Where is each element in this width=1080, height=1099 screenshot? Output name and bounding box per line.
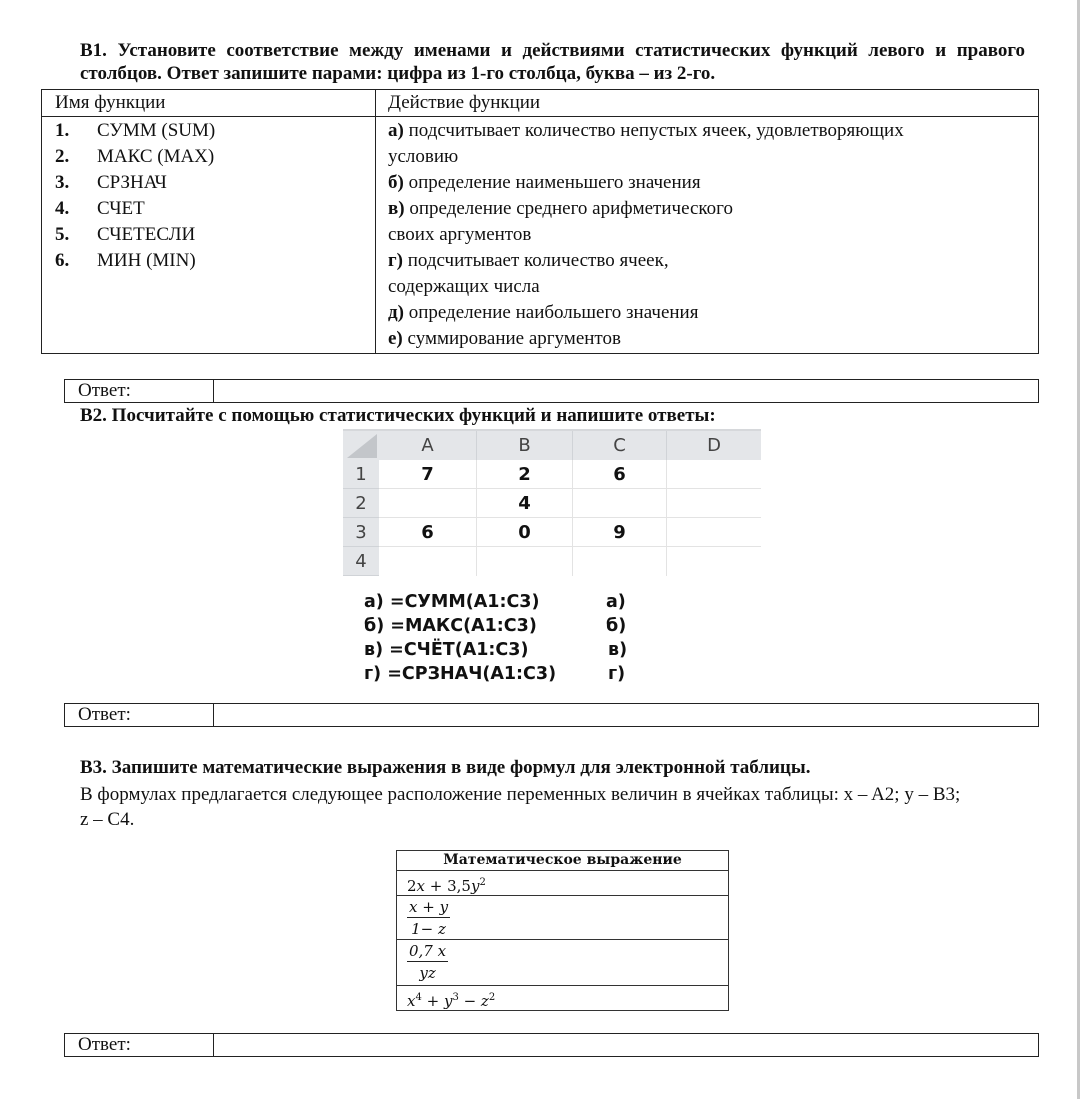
formula-answer-label: в) — [608, 640, 628, 660]
cell-d2 — [667, 489, 761, 518]
action-text: определение наименьшего значения — [403, 172, 701, 193]
b3-answer-field[interactable] — [214, 1034, 1038, 1056]
exponent: 2 — [479, 877, 486, 888]
b1-answer-field[interactable] — [214, 380, 1038, 402]
row-header-1: 1 — [343, 460, 379, 489]
row-header-3: 3 — [343, 518, 379, 547]
task-b2-title: B2. Посчитайте с помощью статистических функций и напишите ответы: — [80, 405, 716, 426]
formula-text: в) =СЧЁТ(A1:C3) — [364, 640, 529, 660]
column-header-c: C — [573, 431, 667, 460]
function-name: СЧЕТЕСЛИ — [97, 224, 196, 245]
spreadsheet-image — [343, 431, 761, 579]
expression-2-fraction — [407, 897, 450, 940]
header-divider — [42, 116, 1038, 117]
formula-answer-label: г) — [608, 664, 626, 684]
task-b3-title: B3. Запишите математические выражения в виде формул для электронной таблицы. — [80, 757, 811, 778]
denominator: yz — [419, 964, 436, 982]
action-item — [388, 196, 904, 222]
action-text: подсчитывает количество ячеек, — [402, 250, 669, 271]
var-z: z — [480, 992, 489, 1010]
action-letter: б) — [388, 172, 404, 193]
function-action-list — [388, 118, 904, 352]
function-item — [55, 248, 215, 274]
b2-answer-field[interactable] — [214, 704, 1038, 726]
action-item — [388, 170, 904, 196]
item-number: 6. — [55, 250, 70, 271]
cell-d4 — [667, 547, 761, 576]
function-item — [55, 170, 215, 196]
operator: − — [458, 992, 481, 1010]
cell-a3: 6 — [379, 518, 477, 547]
cell-b1: 2 — [477, 460, 573, 489]
math-expression-table — [396, 850, 729, 1011]
function-name-list — [55, 118, 215, 274]
var-x: x — [416, 877, 426, 895]
cell-a1: 7 — [379, 460, 477, 489]
cell-a2 — [379, 489, 477, 518]
action-letter: д) — [388, 302, 404, 323]
formula-item — [364, 590, 638, 614]
header-function-name: Имя функции — [55, 92, 166, 113]
b1-match-table — [41, 89, 1039, 354]
b2-answer-row — [64, 703, 1039, 727]
b1-answer-row — [64, 379, 1039, 403]
formula-text: б) =МАКС(A1:C3) — [364, 616, 537, 636]
function-name: МАКС (MAX) — [97, 146, 215, 167]
cell-c3: 9 — [573, 518, 667, 547]
exponent: 2 — [488, 992, 496, 1003]
expression-row-2 — [397, 896, 728, 940]
answer-label: Ответ: — [65, 704, 214, 726]
cell-b3: 0 — [477, 518, 573, 547]
expression-row-3 — [397, 940, 728, 986]
cell-c1: 6 — [573, 460, 667, 489]
answer-label: Ответ: — [65, 380, 214, 402]
action-text: определение среднего арифметического — [404, 198, 734, 219]
row-header-2: 2 — [343, 489, 379, 518]
item-number: 4. — [55, 198, 70, 219]
action-item — [388, 118, 904, 144]
action-letter: а) — [388, 120, 404, 141]
formula-answer-label: а) — [606, 592, 626, 612]
action-item-continuation: условию — [388, 146, 459, 167]
formula-text: а) =СУММ(A1:C3) — [364, 592, 540, 612]
function-item — [55, 118, 215, 144]
function-name: МИН (MIN) — [97, 250, 196, 271]
expression-4 — [407, 992, 495, 1010]
action-item — [388, 300, 904, 326]
formula-item — [364, 638, 638, 662]
column-divider — [375, 90, 376, 353]
item-number: 2. — [55, 146, 70, 167]
function-name: СУММ (SUM) — [97, 120, 216, 141]
expression-row-1 — [397, 870, 728, 896]
action-letter: г) — [388, 250, 403, 271]
formula-answer-label: б) — [606, 616, 627, 636]
numerator: 0,7 x — [409, 942, 447, 960]
denominator: 1− z — [411, 920, 446, 938]
action-text: суммирование аргументов — [402, 328, 621, 349]
function-name: СЧЕТ — [97, 198, 145, 219]
b3-answer-row — [64, 1033, 1039, 1057]
column-header-b: B — [477, 431, 573, 460]
var-y: y — [470, 877, 480, 895]
numerator: x + y — [409, 898, 449, 916]
function-name: СРЗНАЧ — [97, 172, 167, 193]
coef: 2 — [407, 877, 417, 895]
item-number: 1. — [55, 120, 70, 141]
action-item — [388, 248, 904, 274]
expression-3-fraction — [407, 941, 448, 984]
action-text: определение наибольшего значения — [403, 302, 699, 323]
corner-triangle-icon — [347, 434, 377, 458]
coef: + 3,5 — [425, 877, 471, 895]
cell-c4 — [573, 547, 667, 576]
action-item — [388, 326, 904, 352]
formula-text: г) =СРЗНАЧ(A1:C3) — [364, 664, 557, 684]
row-header-4: 4 — [343, 547, 379, 576]
exponent: 4 — [415, 992, 422, 1003]
function-item — [55, 222, 215, 248]
b3-description-line-1: В формулах предлагается следующее расположение переменных величин в ячейках таблицы: x – A2; y – B3; — [80, 784, 961, 805]
var-x: x — [407, 992, 416, 1010]
cell-d3 — [667, 518, 761, 547]
function-item — [55, 196, 215, 222]
math-table-header: Математическое выражение — [397, 851, 728, 871]
action-item-continuation: содержащих числа — [388, 276, 540, 297]
formula-item — [364, 662, 638, 686]
cell-a4 — [379, 547, 477, 576]
item-number: 3. — [55, 172, 70, 193]
expression-1 — [407, 877, 486, 895]
formula-item — [364, 614, 638, 638]
action-letter: в) — [388, 198, 405, 219]
item-number: 5. — [55, 224, 70, 245]
task-b1-title: B1. Установите соответствие между именами и действиями статистических функций левого и правого столбцов. Ответ запишите парами: цифра из 1-го столбца, буква – из 2-го. — [80, 40, 1025, 84]
action-letter: е) — [388, 328, 403, 349]
select-all-corner — [343, 431, 379, 460]
cell-c2 — [573, 489, 667, 518]
operator: + — [421, 992, 444, 1010]
column-header-d: D — [667, 431, 761, 460]
cell-b2: 4 — [477, 489, 573, 518]
column-header-a: A — [379, 431, 477, 460]
formula-list — [364, 590, 638, 686]
answer-label: Ответ: — [65, 1034, 214, 1056]
expression-row-4 — [397, 986, 728, 1010]
action-item-continuation: своих аргументов — [388, 224, 532, 245]
b3-description-line-2: z – C4. — [80, 809, 135, 830]
header-function-action: Действие функции — [388, 92, 541, 113]
var-y: y — [443, 992, 453, 1010]
cell-d1 — [667, 460, 761, 489]
function-item — [55, 144, 215, 170]
cell-b4 — [477, 547, 573, 576]
action-text: подсчитывает количество непустых ячеек, удовлетворяющих — [403, 120, 904, 141]
exponent: 3 — [452, 992, 459, 1003]
